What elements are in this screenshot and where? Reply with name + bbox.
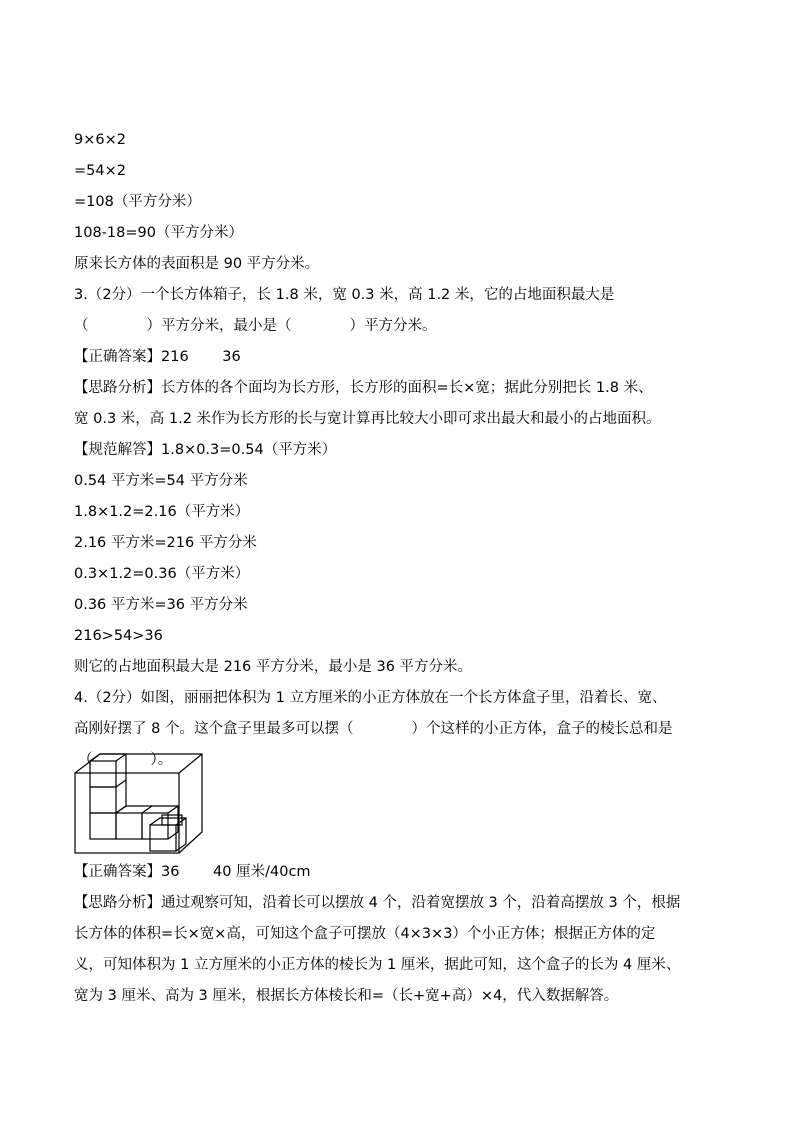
box-back-edges (75, 754, 202, 853)
calc-line-3: =108（平方分米） (74, 194, 201, 210)
analysis-4-line-3: 义，可知体积为 1 立方厘米的小正方体的棱长为 1 厘米，据此可知，这个盒子的长为 4 厘米、 (74, 957, 681, 973)
solution-3-line-1: 【规范解答】1.8×0.3=0.54（平方米） (74, 442, 337, 458)
question-4-line-1: 4.（2分）如图，丽丽把体积为 1 立方厘米的小正方体放在一个长方体盒子里，沿着长、宽、 (74, 690, 667, 706)
box-with-cubes-figure (74, 752, 206, 856)
analysis-4-line-1: 【思路分析】通过观察可知，沿着长可以摆放 4 个，沿着宽摆放 3 个，沿着高摆放 3 个，根据 (74, 895, 681, 911)
calc-line-2: =54×2 (74, 163, 126, 179)
question-3-line-2: （ ）平方分米，最小是（ ）平方分米。 (74, 318, 437, 334)
question-4-line-2: 高刚好摆了 8 个。这个盒子里最多可以摆（ ）个这样的小正方体，盒子的棱长总和是 (74, 721, 673, 737)
analysis-3-line-2: 宽 0.3 米，高 1.2 米作为长方形的长与宽计算再比较大小即可求出最大和最小的占地面积。 (74, 411, 661, 427)
solution-3-line-6: 0.36 平方米=36 平方分米 (74, 597, 248, 613)
question-3-line-1: 3.（2分）一个长方体箱子，长 1.8 米，宽 0.3 米，高 1.2 米，它的占地面积最大是 (74, 287, 615, 303)
answer-3: 【正确答案】216 36 (74, 349, 241, 365)
calc-line-4: 108-18=90（平方分米） (74, 225, 243, 241)
solution-3-line-3: 1.8×1.2=2.16（平方米） (74, 504, 250, 520)
solution-3-line-7: 216>54>36 (74, 628, 163, 644)
solution-3-line-5: 0.3×1.2=0.36（平方米） (74, 566, 250, 582)
box-top-right-edge (179, 754, 202, 773)
analysis-4-line-4: 宽为 3 厘米、高为 3 厘米，根据长方体棱长和=（长+宽+高）×4，代入数据解答。 (74, 988, 619, 1004)
question-4-line-3: （ ）。 (78, 752, 173, 768)
answer-4: 【正确答案】36 40 厘米/40cm (74, 864, 311, 880)
analysis-3-line-1: 【思路分析】长方体的各个面均为长方形，长方形的面积=长×宽；据此分别把长 1.8 米、 (74, 380, 653, 396)
solution-3-line-4: 2.16 平方米=216 平方分米 (74, 535, 257, 551)
calc-line-1: 9×6×2 (74, 132, 126, 148)
solution-3-line-2: 0.54 平方米=54 平方分米 (74, 473, 248, 489)
conclusion-line: 原来长方体的表面积是 90 平方分米。 (74, 256, 320, 272)
solution-3-conclusion: 则它的占地面积最大是 216 平方分米，最小是 36 平方分米。 (74, 659, 473, 675)
analysis-4-line-2: 长方体的体积=长×宽×高，可知这个盒子可摆放（4×3×3）个小正方体；根据正方体的定 (74, 926, 656, 942)
